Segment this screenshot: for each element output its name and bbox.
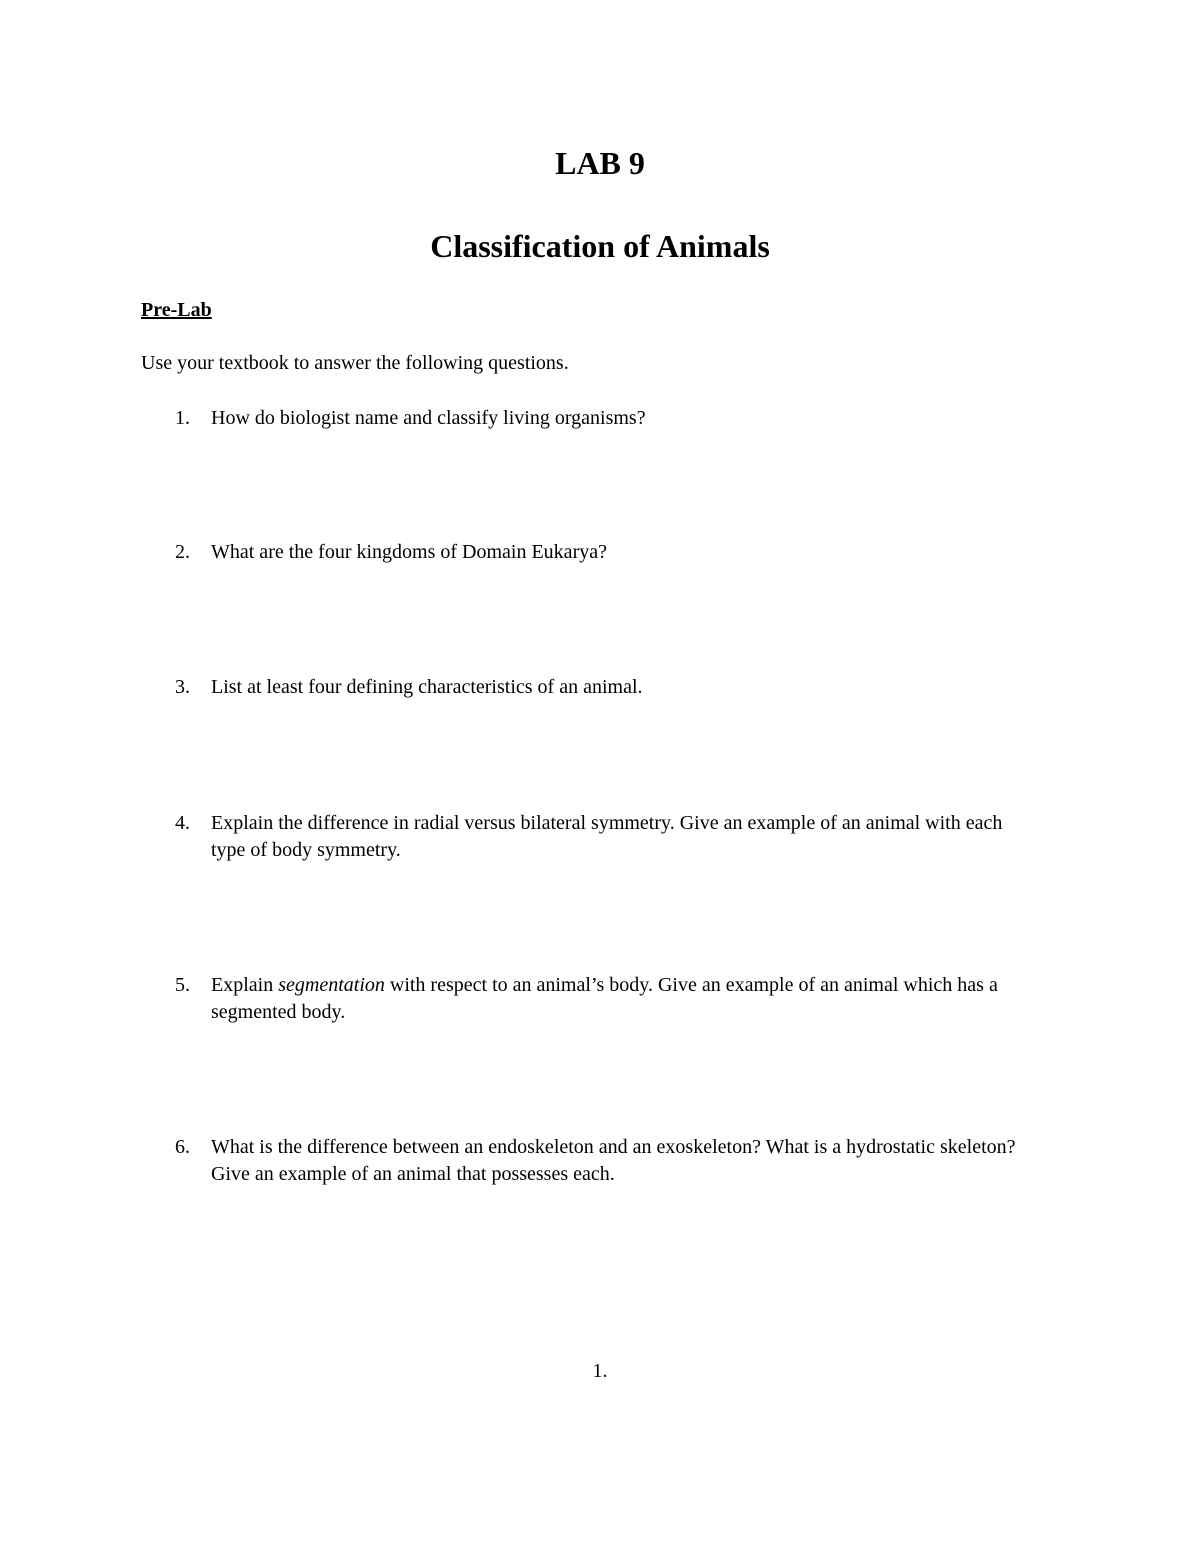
question-number: 4. bbox=[175, 812, 190, 834]
page-title: Classification of Animals bbox=[430, 228, 770, 264]
lab-title: LAB 9 bbox=[555, 145, 645, 181]
question-number: 2. bbox=[175, 541, 190, 563]
question-text bbox=[211, 972, 1041, 1026]
question-number: 1. bbox=[175, 407, 190, 429]
question-text-start: Explain bbox=[211, 974, 279, 996]
question-text: How do biologist name and classify living organisms? bbox=[211, 407, 646, 429]
question-text: What are the four kingdoms of Domain Eukarya? bbox=[211, 541, 607, 563]
question-number: 6. bbox=[175, 1136, 190, 1158]
question-number: 5. bbox=[175, 974, 190, 996]
question-text: List at least four defining characteristics of an animal. bbox=[211, 676, 643, 698]
question-number: 3. bbox=[175, 676, 190, 698]
emphasized-term: segmentation bbox=[278, 974, 385, 996]
question-text: What is the difference between an endoskeleton and an exoskeleton? What is a hydrostatic skeleton? Give an example of an animal that possesses each. bbox=[211, 1136, 1016, 1185]
question-text-end: with respect to an animal’s body. Give an example of an animal which has a segmented body. bbox=[211, 974, 998, 1023]
question-text: Explain the difference in radial versus bilateral symmetry. Give an example of an animal with each type of body symmetry. bbox=[211, 812, 1003, 861]
page-number: 1. bbox=[592, 1360, 608, 1382]
instructions-text: Use your textbook to answer the following questions. bbox=[141, 352, 569, 374]
section-heading-prelab: Pre-Lab bbox=[141, 299, 212, 321]
